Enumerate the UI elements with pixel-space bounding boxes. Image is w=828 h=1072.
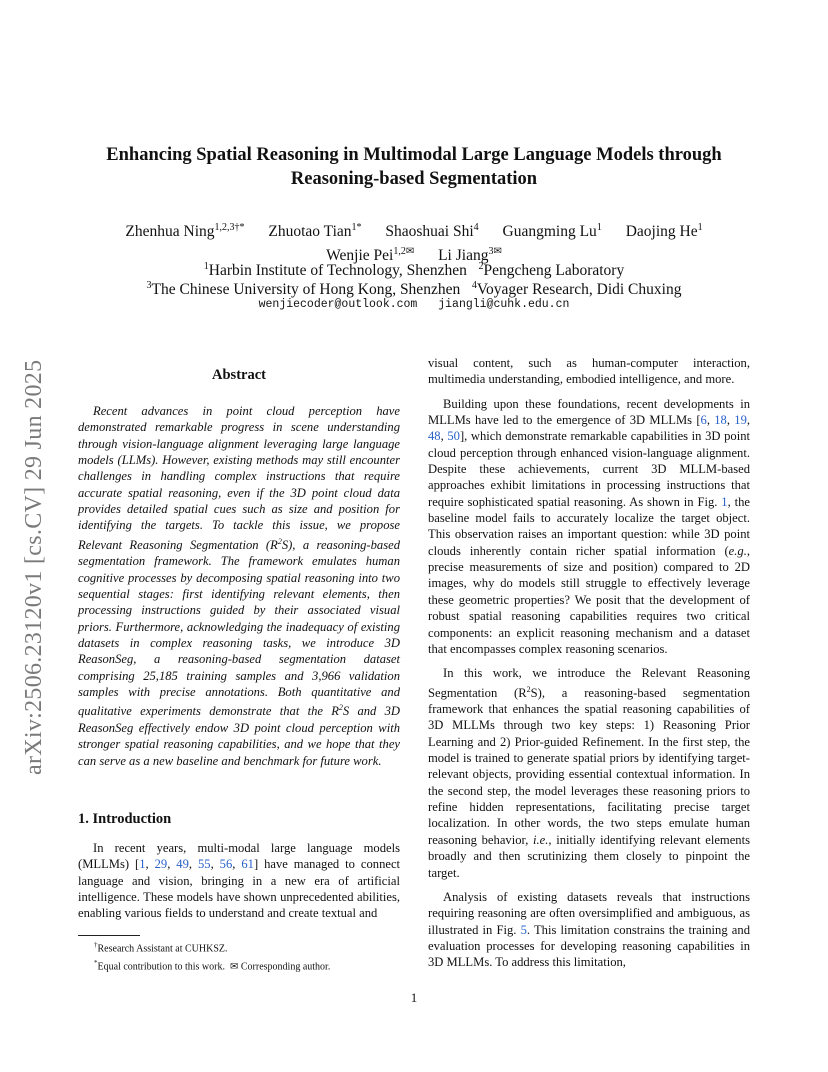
author-affiliation-mark: 1,2,3†* xyxy=(214,222,245,233)
citation-link[interactable]: 48 xyxy=(428,429,441,444)
author-affiliation-mark: 3✉ xyxy=(488,245,502,257)
affiliation-line-1: $^1$Harbin Institute of Technology, Shenzhen $^2$Pengcheng Laboratory xyxy=(203,261,625,280)
affiliation-line-2: $^3$The Chinese University of Hong Kong, Shenzhen $^4$Voyager Research, Didi Chuxing xyxy=(146,280,682,299)
figure-reference-link[interactable]: 5 xyxy=(520,922,527,937)
citation-link[interactable]: 55 xyxy=(197,857,211,872)
author-name: Guangming Lu xyxy=(502,223,597,241)
envelope-icon: ✉ xyxy=(230,961,239,973)
author-name: Wenjie Pei xyxy=(326,246,394,264)
author-affiliation-mark: 4 xyxy=(473,222,479,233)
author-name: Shaoshuai Shi xyxy=(385,223,474,241)
introduction-body-left: In recent years, multi-modal large language models (MLLMs) [1, 29, 49, 55, 56, 61] have managed to connect language and vision, bringing in a new era of artificial intelligence. These models have shown unprecedented abilities, enabling various fields to understand and create textual and xyxy=(78,841,401,921)
citation-link[interactable]: 49 xyxy=(176,857,189,872)
citation-link[interactable]: 1 xyxy=(139,857,146,872)
author-name: Daojing He xyxy=(625,223,698,241)
paragraph: Building upon these foundations, recent developments in MLLMs have led to the emergence of 3D MLLMs [6, 18, 19, 48, 50], which demonstrate remarkable capabilities in 3D point cloud perception through enhanced vision-language alignment. Despite these achievements, current 3D MLLM-based approaches exhibit limitations in processing instructions that require sophisticated spatial reasoning. As shown in Fig. 1, the baseline model fails to accurately localize the target object. This observation raises an important question: while 3D point clouds inherently contain richer spatial information (e.g., precise measurements of size and position) compared to 2D images, why do models still struggle to effectively leverage these geometric properties? We posit that the development of robust spatial reasoning capabilities requires two critical components: an explicit reasoning mechanism and a dataset that encompasses complex reasoning scenarios. xyxy=(428,396,751,656)
email-address[interactable]: jiangli@cuhk.edu.cn xyxy=(438,298,570,311)
citation-link[interactable]: 50 xyxy=(447,429,460,444)
paragraph: visual content, such as human-computer interaction, multimedia understanding, embodied intelligence, and more. xyxy=(428,356,750,387)
footnote-rule xyxy=(78,935,140,936)
author-name: Zhenhua Ning xyxy=(125,223,215,241)
section-heading-introduction: 1. Introduction xyxy=(78,811,172,827)
paragraph: In this work, we introduce the Relevant Reasoning Segmentation $(R^2S)$, a reasoning-based segmentation framework that enhances the spatial reasoning capabilities of 3D MLLMs through two key steps: 1) Reasoning Prior Learning and 2) Prior-guided Refinement. In the first step, the model is trained to generate spatial priors by identifying target-relevant objects, providing essential contextual information. In the second step, the model leverages these reasoning priors to refine hidden representations, facilitating precise target localization. In other words, the two steps emulate human reasoning behavior, i.e., initially identifying relevant elements broadly and then scrutinizing them closely to pinpoint the target. xyxy=(428,666,750,880)
footnote: †Research Assistant at CUHKSZ. xyxy=(94,941,228,955)
email-address[interactable]: wenjiecoder@outlook.com xyxy=(258,298,418,311)
arxiv-identifier: arXiv:2506.23120v1 [cs.CV] 29 Jun 2025 xyxy=(21,359,47,775)
abstract-heading: Abstract xyxy=(212,367,266,383)
affiliation: Voyager Research, Didi Chuxing xyxy=(476,281,682,299)
introduction-body-right xyxy=(428,355,750,971)
author-affiliation-mark: 1* xyxy=(351,222,362,233)
footnote: *Equal contribution to this work. ✉ Corresponding author. xyxy=(94,959,331,973)
citation-link[interactable]: 61 xyxy=(241,857,254,872)
author-name: Li Jiang xyxy=(438,246,489,264)
citation-link[interactable]: 6 xyxy=(700,413,707,428)
citation-link[interactable]: 18 xyxy=(714,413,727,428)
page-number: 1 xyxy=(410,990,418,1005)
author-emails xyxy=(60,298,768,311)
affiliation: Pengcheng Laboratory xyxy=(483,262,625,280)
author-name: Zhuotao Tian xyxy=(268,223,352,241)
affiliation: Harbin Institute of Technology, Shenzhen xyxy=(208,262,467,280)
author-affiliation-mark: 1 xyxy=(697,222,703,233)
affiliation: The Chinese University of Hong Kong, Shenzhen xyxy=(151,281,461,299)
paper-title: Enhancing Spatial Reasoning in Multimodal Large Language Models through Reasoning-based Segmentation xyxy=(106,145,722,189)
citation-link[interactable]: 29 xyxy=(154,857,168,872)
paragraph: Analysis of existing datasets reveals that instructions requiring reasoning are often oversimplified and ambiguous, as illustrated in Fig. 5. This limitation constrains the training and evaluation processes for developing reasoning capabilities in 3D MLLMs. To address this limitation, xyxy=(428,889,750,970)
author-affiliation-mark: 1 xyxy=(596,222,602,233)
citation-link[interactable]: 19 xyxy=(734,413,747,428)
footnotes xyxy=(94,938,330,975)
citation-link[interactable]: 56 xyxy=(219,857,233,872)
abstract-body: Recent advances in point cloud perception have demonstrated remarkable progress in scene understanding through vision-language alignment leveraging large language models (LLMs). However, existing methods may still encounter challenges in handling complex instructions that require accurate spatial reasoning, even if the 3D point cloud data provides detailed spatial cues such as size and position for identifying the targets. To tackle this issue, we propose Relevant Reasoning Segmentation $(R^2S)$, a reasoning-based segmentation framework. The framework emulates human cognitive processes by decomposing spatial reasoning into two sequential stages: first identifying relevant elements, then processing instructions guided by their associated visual priors. Furthermore, acknowledging the inadequacy of existing datasets in complex reasoning tasks, we introduce 3D ReasonSeg, a reasoning-based segmentation dataset comprising 25,185 training samples and 3,966 validation samples with precise annotations. Both quantitative and qualitative experiments demonstrate that the $R^2S$ and 3D ReasonSeg effectively endow 3D point cloud perception with stronger spatial reasoning capabilities, and we hope that they can serve as a new baseline and benchmark for future work. xyxy=(78,404,400,768)
author-affiliation-mark: 1,2✉ xyxy=(393,245,415,257)
figure-reference-link[interactable]: 1 xyxy=(721,494,728,509)
